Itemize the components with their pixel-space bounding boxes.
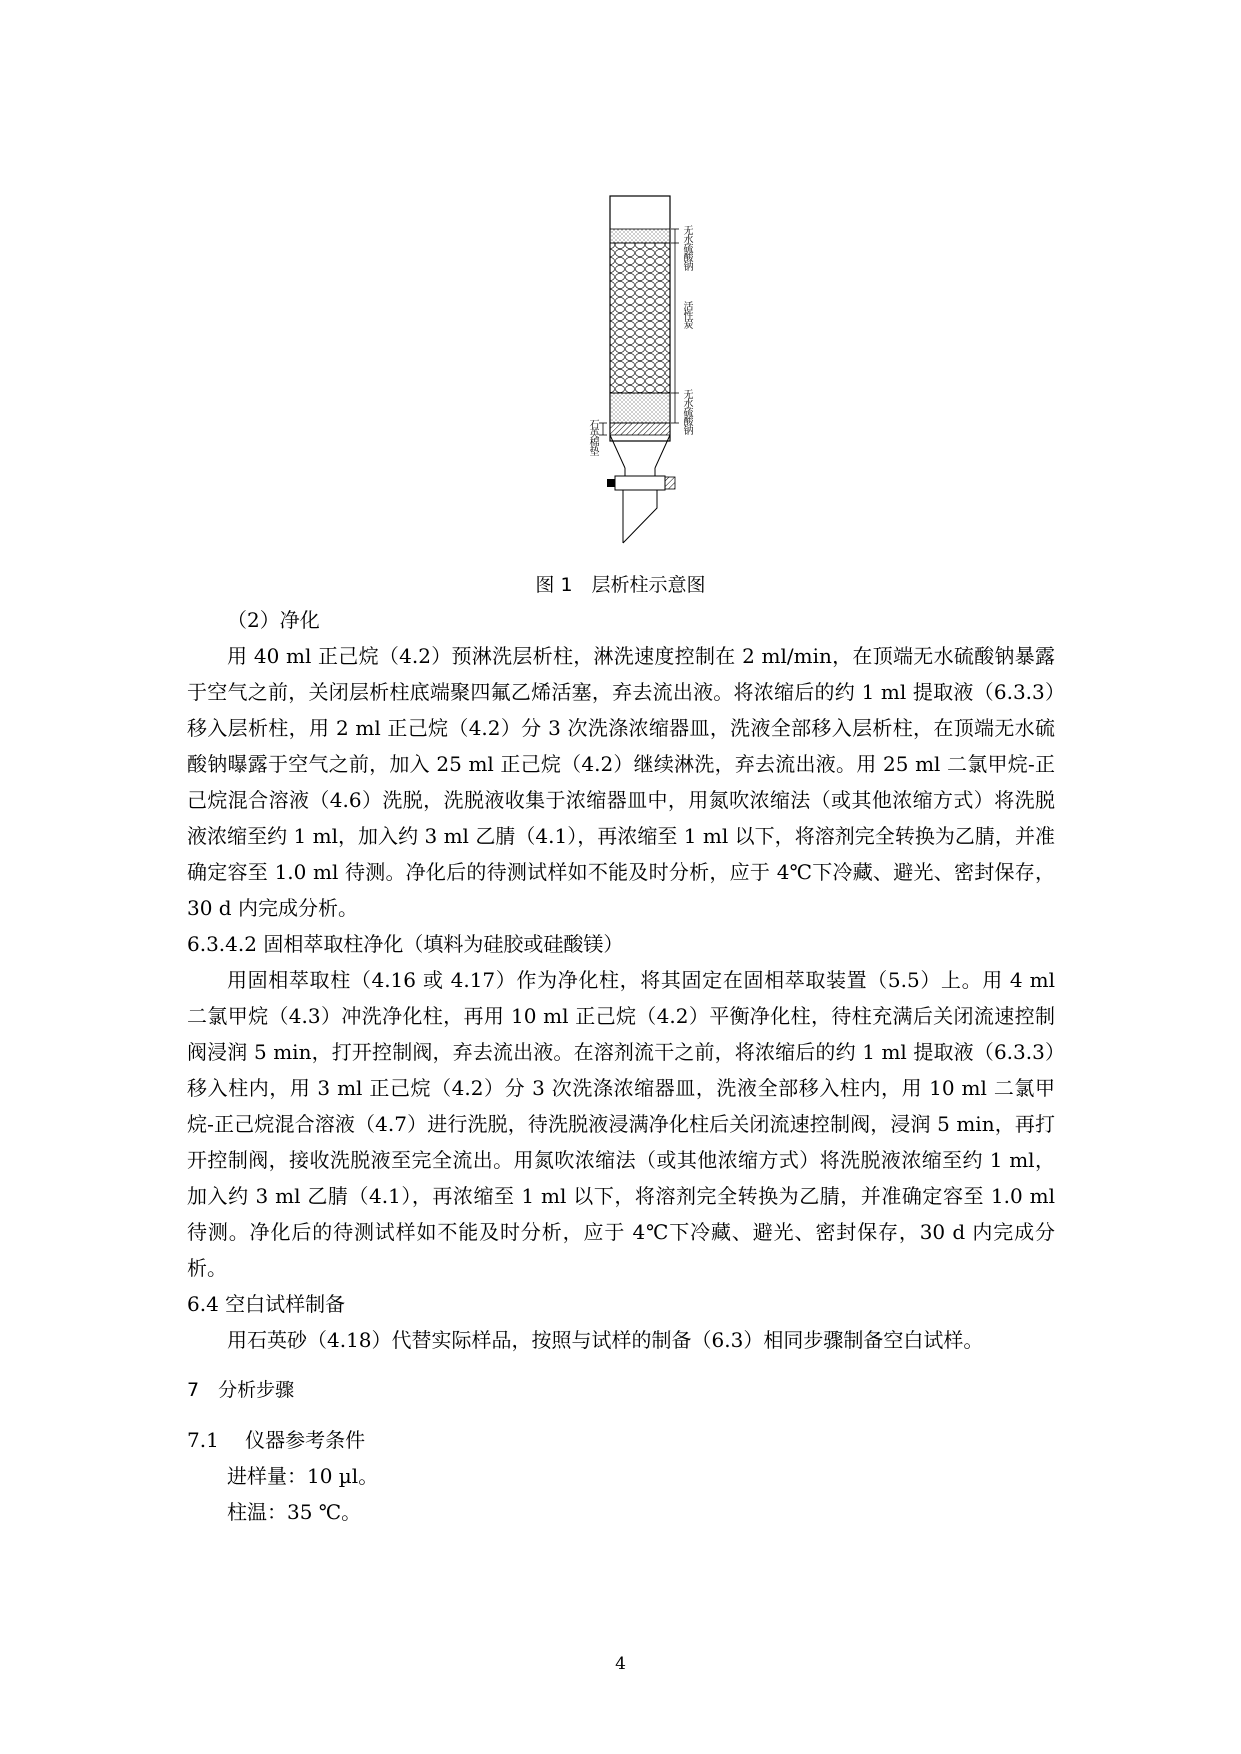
page-number: 4 <box>615 1654 626 1674</box>
stopcock-handle <box>607 479 615 487</box>
section-6-3-4-2-paragraph: 用固相萃取柱（4.16 或 4.17）作为净化柱，将其固定在固相萃取装置（5.5）上。用 4 ml 二氯甲烷（4.3）冲洗净化柱，再用 10 ml 正己烷（4.2）平衡净化柱，待柱充满后关闭流速控制阀浸润 5 min，打开控制阀，弃去流出液。在溶剂流干之前，将浓缩后的约 1 ml 提取液（6.3.3）移入柱内，用 3 ml 正己烷（4.2）分 3 次洗涤浓缩器皿，洗液全部移入柱内，用 10 ml 二氯甲烷-正己烷混合溶液（4.7）进行洗脱，待洗脱液浸满净化柱后关闭流速控制阀，浸润 5 min，再打开控制阀，接收洗脱液至完全流出。用氮吹浓缩法（或其他浓缩方式）将洗脱液浓缩至约 1 ml，加入约 3 ml 乙腈（4.1），再浓缩至 1 ml 以下，将溶剂完全转换为乙腈，并准确定容至 1.0 ml 待测。净化后的待测试样如不能及时分析，应于 4℃下冷藏、避光、密封保存，30 d 内完成分析。 <box>187 968 1055 1280</box>
section-6-4-heading: 6.4 空白试样制备 <box>187 1292 346 1316</box>
sodium-sulfate-top-layer <box>610 229 670 243</box>
cleanup-heading: （2）净化 <box>227 608 320 632</box>
column-temperature: 柱温：35 ℃。 <box>227 1500 362 1524</box>
label-activated-carbon: 活性炭 <box>681 301 692 328</box>
figure-caption: 图 1 层析柱示意图 <box>535 574 706 596</box>
body-text <box>187 602 1055 1530</box>
stopcock <box>615 476 665 490</box>
sodium-sulfate-bottom-layer <box>610 393 670 423</box>
column-diagram <box>585 193 715 553</box>
outlet-tip <box>623 490 657 543</box>
cleanup-paragraph: 用 40 ml 正己烷（4.2）预淋洗层析柱，淋洗速度控制在 2 ml/min，在顶端无水硫酸钠暴露于空气之前，关闭层析柱底端聚四氟乙烯活塞，弃去流出液。将浓缩后的约 1 ml 提取液（6.3.3）移入层析柱，用 2 ml 正己烷（4.2）分 3 次洗涤浓缩器皿，洗液全部移入层析柱，在顶端无水硫酸钠曝露于空气之前，加入 25 ml 正己烷（4.2）继续淋洗，弃去流出液。用 25 ml 二氯甲烷-正己烷混合溶液（4.6）洗脱，洗脱液收集于浓缩器皿中，用氮吹浓缩法（或其他浓缩方式）将洗脱液浓缩至约 1 ml，加入约 3 ml 乙腈（4.1），再浓缩至 1 ml 以下，将溶剂完全转换为乙腈，并准确定容至 1.0 ml 待测。净化后的待测试样如不能及时分析，应于 4℃下冷藏、避光、密封保存，30 d 内完成分析。 <box>187 644 1055 920</box>
label-sodium-sulfate-bottom: 无水硫酸钠 <box>681 389 692 434</box>
label-quartz-wool: 石英棉垫 <box>587 419 598 455</box>
funnel-shape <box>610 435 670 468</box>
injection-volume: 进样量：10 µl。 <box>227 1464 379 1488</box>
activated-carbon-layer <box>610 243 670 393</box>
section-6-3-4-2-heading: 6.3.4.2 固相萃取柱净化（填料为硅胶或硅酸镁） <box>187 932 624 956</box>
section-7-1-heading: 7.1 仪器参考条件 <box>187 1428 366 1452</box>
label-sodium-sulfate-top: 无水硫酸钠 <box>681 225 692 270</box>
section-6-4-paragraph: 用石英砂（4.18）代替实际样品，按照与试样的制备（6.3）相同步骤制备空白试样。 <box>227 1328 984 1352</box>
chromatography-column-figure <box>585 193 715 553</box>
section-7-heading: 7 分析步骤 <box>187 1379 295 1401</box>
quartz-wool-pad <box>610 423 670 435</box>
